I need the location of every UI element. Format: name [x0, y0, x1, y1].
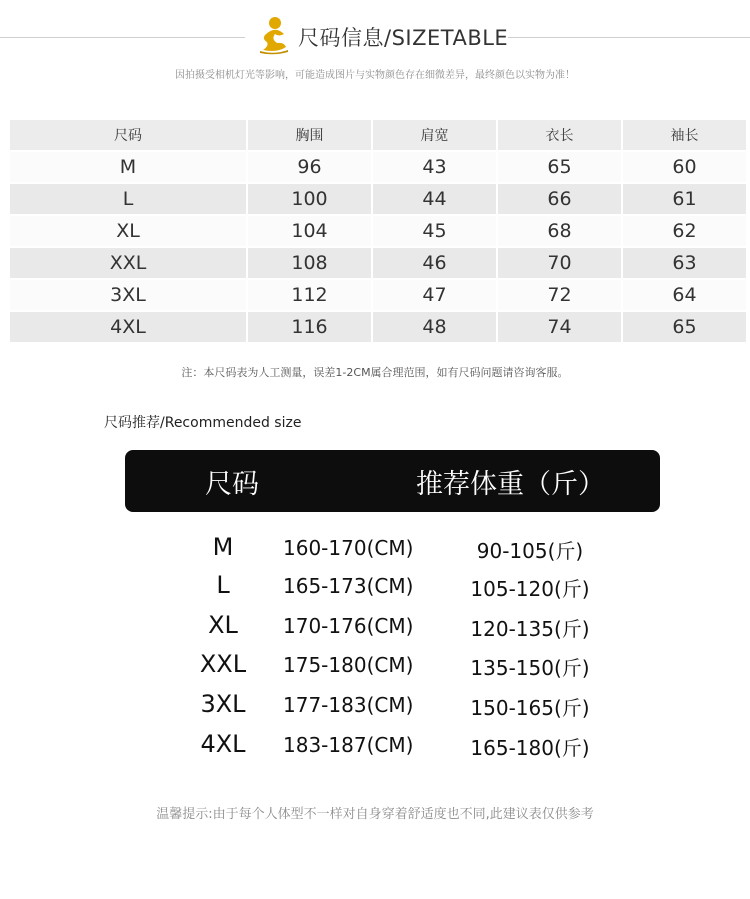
recommend-row [0, 730, 750, 762]
recommend-row [0, 533, 750, 565]
table-cell: 70 [498, 248, 621, 278]
recommend-row [0, 690, 750, 722]
gold-figure-logo-icon [257, 15, 291, 55]
table-cell: 68 [498, 216, 621, 246]
table-cell: 96 [248, 152, 371, 182]
table-cell: 43 [373, 152, 496, 182]
header-divider-left [0, 37, 245, 38]
measurement-note: 注：本尺码表为人工测量，误差1-2CM属合理范围，如有尺码问题请咨询客服。 [181, 366, 569, 379]
table-row [10, 312, 746, 342]
table-cell: 112 [248, 280, 371, 310]
recommend-section-title: 尺码推荐/Recommended size [104, 415, 302, 431]
table-cell: 64 [623, 280, 746, 310]
table-cell: 60 [623, 152, 746, 182]
recommend-height: 160-170(CM) [283, 536, 414, 560]
size-table-header: 尺码 [10, 120, 246, 150]
header-divider-right [508, 37, 750, 38]
table-cell: 3XL [10, 280, 246, 310]
size-table-header: 袖长 [623, 120, 746, 150]
table-cell: 63 [623, 248, 746, 278]
recommend-header-size: 尺码 [205, 469, 259, 500]
size-table-header: 胸围 [248, 120, 371, 150]
table-cell: 44 [373, 184, 496, 214]
recommend-height: 183-187(CM) [283, 733, 414, 757]
table-cell: 104 [248, 216, 371, 246]
size-table [8, 118, 748, 344]
table-cell: 100 [248, 184, 371, 214]
size-table-header-row [10, 120, 746, 150]
recommend-size: XL [208, 611, 238, 639]
footer-tip: 温馨提示:由于每个人体型不一样对自身穿着舒适度也不同,此建议表仅供参考 [156, 807, 594, 822]
recommend-height: 170-176(CM) [283, 614, 414, 638]
recommend-weight: 120-135(斤) [470, 617, 590, 641]
recommend-size: 3XL [200, 690, 246, 718]
table-cell: 65 [498, 152, 621, 182]
recommend-height: 175-180(CM) [283, 653, 414, 677]
size-table-header: 肩宽 [373, 120, 496, 150]
table-cell: XXL [10, 248, 246, 278]
table-cell: L [10, 184, 246, 214]
recommend-weight: 90-105(斤) [476, 539, 584, 563]
color-disclaimer: 因拍摄受相机灯光等影响，可能造成图片与实物颜色存在细微差异，最终颜色以实物为准！ [175, 70, 575, 81]
table-cell: 74 [498, 312, 621, 342]
table-cell: 108 [248, 248, 371, 278]
table-cell: 66 [498, 184, 621, 214]
recommend-row [0, 650, 750, 682]
recommend-height: 165-173(CM) [283, 574, 414, 598]
table-cell: 47 [373, 280, 496, 310]
table-cell: 61 [623, 184, 746, 214]
table-cell: 4XL [10, 312, 246, 342]
recommend-size: XXL [199, 650, 247, 678]
table-cell: 46 [373, 248, 496, 278]
recommend-size: M [212, 533, 234, 561]
recommend-weight: 135-150(斤) [470, 656, 590, 680]
recommend-row [0, 611, 750, 643]
table-cell: 65 [623, 312, 746, 342]
recommend-height: 177-183(CM) [283, 693, 414, 717]
table-row [10, 216, 746, 246]
table-row [10, 152, 746, 182]
table-cell: 116 [248, 312, 371, 342]
size-table-header: 衣长 [498, 120, 621, 150]
table-row [10, 184, 746, 214]
recommend-weight: 165-180(斤) [470, 736, 590, 760]
table-cell: 62 [623, 216, 746, 246]
recommend-header-weight: 推荐体重（斤） [416, 469, 605, 500]
table-cell: 72 [498, 280, 621, 310]
page-title: 尺码信息/SIZETABLE [298, 26, 509, 50]
recommend-weight: 105-120(斤) [470, 577, 590, 601]
table-cell: M [10, 152, 246, 182]
table-cell: 45 [373, 216, 496, 246]
recommend-size: 4XL [200, 730, 246, 758]
recommend-size: L [216, 571, 230, 599]
table-cell: 48 [373, 312, 496, 342]
recommend-weight: 150-165(斤) [470, 696, 590, 720]
table-row [10, 248, 746, 278]
recommend-row [0, 571, 750, 603]
table-cell: XL [10, 216, 246, 246]
table-row [10, 280, 746, 310]
